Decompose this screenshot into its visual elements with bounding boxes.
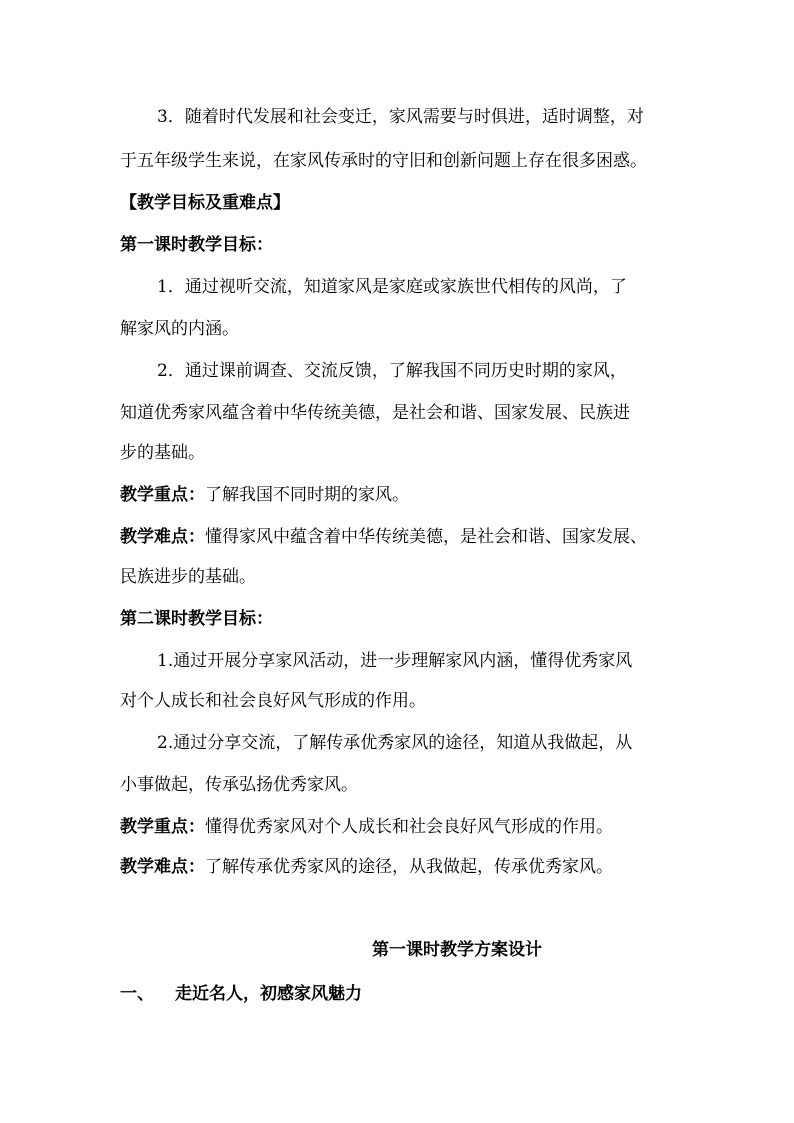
lesson1-difficulty-line-2: 民族进步的基础。 <box>120 567 256 587</box>
difficulty-text: 懂得家风中蕴含着中华传统美德，是社会和谐、国家发展、 <box>205 527 647 547</box>
design-title: 第一课时教学方案设计 <box>372 940 542 960</box>
lesson1-item1-line-1: 1．通过视听交流，知道家风是家庭或家族世代相传的风尚，了 <box>157 277 627 297</box>
section-number: 一、 <box>120 984 154 1004</box>
lesson1-item2-line-3: 步的基础。 <box>120 443 205 463</box>
lesson2-heading: 第二课时教学目标： <box>120 609 273 629</box>
goals-heading: 【教学目标及重难点】 <box>120 193 290 213</box>
lesson1-item1-line-2: 解家风的内涵。 <box>120 319 239 339</box>
section-title: 走近名人，初感家风魅力 <box>175 984 362 1004</box>
lesson2-item1-line-1: 1.通过开展分享家风活动，进一步理解家风内涵，懂得优秀家风 <box>157 651 633 671</box>
lesson1-heading: 第一课时教学目标： <box>120 235 273 255</box>
key-point-text: 懂得优秀家风对个人成长和社会良好风气形成的作用。 <box>205 817 613 837</box>
key-point-label: 教学重点： <box>120 817 205 837</box>
lesson1-item2-line-1: 2．通过课前调查、交流反馈，了解我国不同历史时期的家风， <box>157 361 627 381</box>
lesson1-difficulty-line-1 <box>120 526 680 548</box>
difficulty-text: 了解传承优秀家风的途径，从我做起，传承优秀家风。 <box>205 857 613 877</box>
lesson2-item2-line-2: 小事做起，传承弘扬优秀家风。 <box>120 775 358 795</box>
key-point-text: 了解我国不同时期的家风。 <box>205 485 409 505</box>
paragraph-3-line-1: 3．随着时代发展和社会变迁，家风需要与时俱进，适时调整，对 <box>157 107 644 127</box>
difficulty-label: 教学难点： <box>120 527 205 547</box>
difficulty-label: 教学难点： <box>120 857 205 877</box>
key-point-label: 教学重点： <box>120 485 205 505</box>
lesson2-key-point <box>120 816 680 838</box>
lesson2-item1-line-2: 对个人成长和社会良好风气形成的作用。 <box>120 691 426 711</box>
lesson2-item2-line-1: 2.通过分享交流，了解传承优秀家风的途径，知道从我做起，从 <box>157 733 633 753</box>
paragraph-3-line-2: 于五年级学生来说，在家风传承时的守旧和创新问题上存在很多困惑。 <box>120 151 647 171</box>
lesson1-key-point <box>120 484 680 506</box>
lesson1-item2-line-2: 知道优秀家风蕴含着中华传统美德，是社会和谐、国家发展、民族进 <box>120 403 630 423</box>
lesson2-difficulty <box>120 856 680 878</box>
